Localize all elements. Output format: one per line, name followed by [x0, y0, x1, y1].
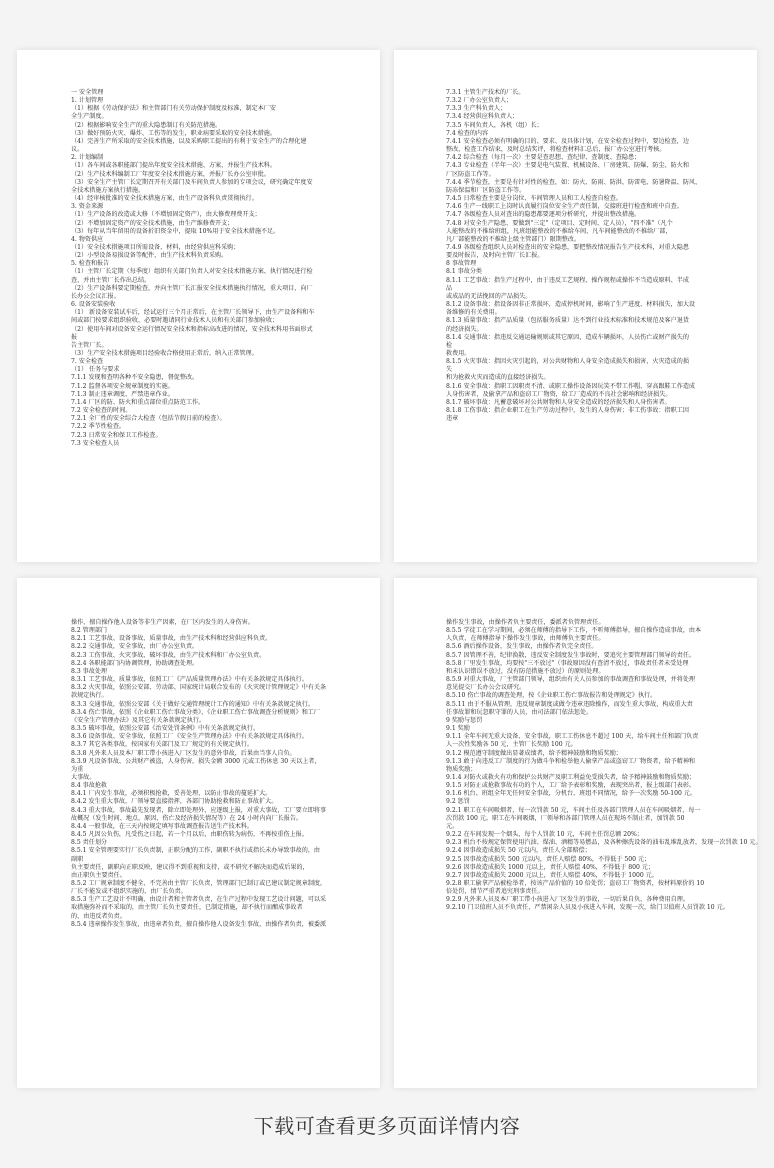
text-line: 或成品的无法挽回的产品损失。	[446, 292, 532, 300]
text-line: （4）完善生产所采取的安全技术措施，以及采购职工提出的有利于安全生产的合理化建	[71, 137, 307, 145]
text-line: 副职	[71, 855, 84, 863]
text-line: 8.4.4 一般事故，在三天内按规定填写事故调查报告送生产技术科。	[71, 822, 253, 830]
text-line: 取措施弥补而不采取的，由主管厂长负主要责任，已制定措施，却不执行而酿成事故者	[71, 904, 303, 912]
text-line: 8.3.8 凡外来人员及本厂职工带小孩进入厂区发生的意外事故，后果由当事人自负。	[71, 749, 296, 757]
text-line: 7.3.2 厂办公室负责人；	[446, 97, 513, 105]
text-line: （3）每年从当年留用的设备折旧资金中，提取 10%用于安全技术措施不足。	[71, 227, 280, 235]
text-line: 9.2.7 因事故造成损失 2000 元以上，责任人赔偿 40%，不得低于 1000 元。	[446, 871, 658, 879]
text-line: 厂长不能发或不组织实施的，由厂长负责。	[71, 888, 187, 896]
text-line: 7.3 安全检查人员	[71, 439, 120, 447]
text-line: （1）主管厂长定期（每季度）组织有关部门负责人对安全技术措施方案、执行情况进行检	[71, 268, 313, 276]
text-line: 一 安全管理	[71, 89, 104, 96]
text-line: 由正职负主要责任。	[71, 871, 126, 879]
text-line: 9.2.3 机台不按规定保管使用汽油、煤油、酒精等易燃品，及各种擦洗设备的油布乱堆乱放者，发现一次罚款 10 元。	[446, 839, 762, 847]
text-line: 2. 计划编制	[71, 154, 104, 162]
text-line: 7.2.2 季节性检查。	[71, 423, 126, 431]
text-line: 7.4.2 综合检查（每月一次）主要是查思想、查纪律、查制度、查隐患；	[446, 154, 641, 162]
text-line: 长办公会议汇报。	[71, 292, 120, 300]
text-line: 为重	[71, 765, 84, 773]
text-line: 7.1.1 发现和查明各种不安全隐患，督促整改。	[71, 374, 199, 382]
text-line: 8.2 管理部门	[71, 627, 108, 635]
text-line: （2）使用车间对设备安全运行情况安全技术和指标高改进的情况，安全技术科用书面形式	[71, 325, 313, 333]
text-line: 7.4.6 生产一线职工上岗时认真履行岗位安全生产责任制，交接班进行检查和班中自查。	[446, 203, 683, 211]
text-line: 间或部门按要求组织验收，必要时邀请同行业技术人员和有关部门参加验收；	[71, 317, 279, 325]
text-line: 8.5.2 工厂规章制度不健全，不完善由主管厂长负责，管理部门已制订或已建议制定规章制度，	[71, 880, 327, 887]
text-line: 8.5.11 由于不服从管理，违反规章制度或做令违章违除操作，而发生重大事故，构成重大责	[446, 700, 693, 708]
text-line: 7. 安全检查	[71, 358, 104, 366]
text-line: 8.4 事故抢救	[71, 782, 108, 790]
text-line: 7.2 安全检查的时间。	[71, 407, 132, 415]
text-line: （1） 新设备安装试车后，经试运行三个月正常后，在主管厂长领导下，由生产设备科和车	[71, 309, 315, 317]
text-line: 9.2.8 职工偷拿产品被检举者，按该产品价值的 10 倍处罚；盗窃工厂物资者，按材料原价的 10	[446, 880, 705, 887]
text-line: 违章	[446, 415, 459, 423]
text-line: （2）根据影响安全生产的重大隐患制订有关防范措施。	[71, 121, 222, 129]
text-line: 《安全生产管理办法》及其它有关条款规定执行。	[71, 716, 206, 724]
text-line: （1） 任务与要求	[71, 366, 120, 374]
text-line: 9.2.1 职工在车间吸烟者，每一次罚款 50 元，车间主任及各部门管理人员在车间吸烟者，每一	[446, 806, 701, 814]
text-line: （2）小型设备易损设备等配件，由生产技术科负责采购。	[71, 252, 228, 260]
text-line: 任事故罪和玩忽职守罪的人员，由司法部门依法惩处。	[446, 708, 593, 716]
text-line: 8.3.1 工艺事故、质量事故，依照工厂《产品质量管理办法》中有关条款规定具体执行。	[71, 676, 308, 684]
text-line: 人身伤害者，及偷拿产品和盗窃工厂物资，给工厂造成的不良社会影响和经济损失。	[446, 390, 672, 398]
text-line: 9.2.5 因事故造成损失 500 元以内，责任人赔偿 80%，不得低于 500 元；	[446, 855, 651, 863]
text-line: 检	[446, 341, 453, 349]
text-line: 8.3.7 其它各类事故，按国家有关部门及工厂规定的有关规定执行。	[71, 741, 253, 749]
text-line: 8.3.5 破坏事故，依照公安部《治安处罚条例》中有关条款规定执行。	[71, 725, 260, 733]
text-line: （1）根据《劳动保护法》和主管部门有关劳动保护制度及标准，制定本厂安	[71, 105, 276, 113]
text-line: 7.3.5 车间负责人，各机（组）长；	[446, 121, 543, 129]
text-line: 4. 物资供应	[71, 235, 104, 243]
text-line: 次罚款 100 元。职工在车间吸烟，厂领导和各部门管理人员在现场不制止者，加罚款 50	[446, 814, 685, 822]
text-line: 9.1.6 机台、班组全年无任何安全事故，分机台、班组不同情况，给予一次奖励 50-100 元。	[446, 790, 696, 798]
text-line: 告主管厂长。	[71, 341, 108, 349]
text-line: 议。	[71, 146, 84, 154]
text-line: 8.5.9 对重大事故，厂主管部门领导，组织由有关人员参加的事故调查和事故处理，并将处理	[446, 676, 696, 684]
text-line: 8.3.9 凡设备事故、公共财产被盗，人身伤害，损失金额 3000 元或工伤休息 30 天以上者，	[71, 757, 321, 765]
text-line: 8.1.7 破坏事故：凡蓄意破坏对公共财物和人身安全造成的经济损失和人身伤害者。	[446, 398, 671, 406]
text-line: 9.2.4 因事故造成损失 50 元以内，责任人全部赔偿；	[446, 847, 591, 855]
text-line: 7.1.4 厂区的防、防火和重点部位重点防范工作。	[71, 398, 205, 406]
text-line: 1. 计划管理	[71, 97, 104, 105]
text-line: 7.2.3 日常安全和保卫工作检查。	[71, 431, 162, 439]
text-line: （1）生产设备的改造或大修（不增加固定资产），由大修费理费开支；	[71, 211, 261, 219]
text-line: 8.1.5 火灾事故：指因火灾引起的，对公共财物和人身安全造成损失和损害，火灾造成的损	[446, 358, 689, 366]
text-line: 8.1.6 安全事故：指职工因职责不清、或职工操作设备因玩笑不带工作帽、穿高跟鞋工作造成	[446, 382, 696, 390]
download-more-caption[interactable]: 下载可查看更多页面详情内容	[253, 1114, 521, 1138]
document-page-1	[17, 50, 380, 562]
text-line: 人能整改的不推给班组，凡班组能整改的不推给车间，凡车间能整改的不推给厂部，	[446, 227, 672, 235]
text-line: 6. 设备安装验收	[71, 301, 116, 309]
text-line: 7.4.5 日常检查主要是分岗位、车间管理人员和工人检查自检查。	[446, 195, 622, 203]
document-page-4	[394, 578, 762, 1088]
text-line: 和未认识错误不放过，没有防范措施不放过）的原则处理。	[446, 667, 605, 675]
text-line: 的经济损失。	[446, 325, 483, 333]
text-line: 7.3.1 主管生产技术的厂长。	[446, 89, 525, 96]
text-line: 9.2.2 在车间发现一个烟头，每个人罚款 10 元，车间主任罚总额 20%；	[446, 831, 643, 839]
text-line: （3）安全生产主管厂长定期召开有关部门及车间负责人参加的专项会议，研究确定年度安	[71, 178, 313, 186]
text-line: 故概况（发生时间、地点、原因、伤亡及经济损失情况等）在 24 小时内向厂长报告。	[71, 814, 303, 822]
document-page-2	[394, 50, 757, 562]
text-line: 人一次性奖励各 50 元，主管厂长奖励 100 元。	[446, 741, 577, 749]
text-line: 7.4.3 专业检查（半年一次）主要是电气装置、机械设备、厂房建筑、防爆、防尘、防火和	[446, 162, 689, 170]
text-line: 8.1 事故分类	[446, 268, 483, 276]
text-line: 8.3.2 火灾事故，依照公安部、劳动部、国家统计局联合发布的《火灾统计管理规定》中有关条	[71, 684, 327, 692]
text-line: 8.3.6 设备事故、安全事故，依照工厂《安全生产管理办法》中有关条款规定具体执行。	[71, 733, 308, 741]
text-line: （3）生产安全技术措施项目经验收合格使用正常后，纳入正常管理。	[71, 350, 258, 357]
text-line: 大事故。	[71, 773, 96, 781]
text-line: 8.3.3 交通事故，依照公安部《关于做好交通管理统计工作的通知》中有关条款规定执行。	[71, 700, 314, 708]
text-line: 7.4.4 季节检查，主要是有针对性的检查，如：防火、防雨、防洪、防雷电、防暑降温、防风、	[446, 178, 702, 186]
text-line: （1）安全技术措施项目所需设备、材料，由经营供应科采购；	[71, 243, 240, 251]
text-line: 人负责，在师傅指导下操作发生事故，由师傅负主要责任。	[446, 635, 605, 643]
text-line: 意见提交厂长办公会议研究。	[446, 684, 526, 692]
text-line: 9.2 惩罚	[446, 798, 470, 806]
text-line: 8.4.3 重大事故，事故最先发现者，除立即处理外，应逐级上报，对重大事故，工厂要立即将事	[71, 806, 327, 814]
text-line: 防冻保温和厂区防盗工作等。	[446, 186, 526, 194]
text-line: 8.1.8 工伤事故：指企业职工在生产劳动过程中，发生的人身伤害；非工伤事故：指职工因	[446, 407, 689, 415]
text-line: 8.3.4 伤亡事故，依照《企业职工伤亡事故分类》，《企业职工伤亡事故调查分析规则》和工厂	[71, 708, 320, 716]
text-line: 品	[446, 284, 453, 292]
text-line: 8.5 责任划分	[71, 839, 108, 847]
text-line: 8 事故管理	[446, 260, 477, 268]
text-line: 8.5.10 伤亡事故的调查处理，按《企业职工伤亡事故报告和处理规定》执行。	[446, 692, 657, 700]
text-line: 8.1.4 交通事故：指违反交通运输规则或其它原因，造成车辆损坏，人员伤亡或财产损失的	[446, 333, 689, 341]
text-line: 全技术措施方案执行措施。	[71, 186, 145, 194]
text-line: 9.1.1 全年车间无重大设备、安全事故，职工工伤休息不超过 100 天，给车间主任和部门负责	[446, 733, 699, 741]
text-line: 7.4.7 各级检查人员对查出的隐患都要逐项分析研究，并提出整改措施。	[446, 211, 641, 219]
text-line: 9 奖励与惩罚	[446, 716, 483, 724]
text-line: 8.5.4 违章操作发生事故，由违章者负责，擅自操作他人设备发生事故，由操作者负责，被委派	[71, 920, 327, 928]
text-line: （2）生产技术科编制工厂年度安全技术措施方案，并报厂长办公室审批。	[71, 170, 270, 178]
text-line: 报	[71, 333, 78, 341]
text-line: 8.4.1 厂内发生事故，必须积极抢救，妥善处理，以防止事故的蔓延扩大。	[71, 790, 272, 798]
text-line: 3. 资金来源	[71, 203, 104, 211]
text-line: 的，由违反者负责。	[71, 912, 126, 920]
text-line: 7.1.3 制止违章调度、严禁违章作业。	[71, 390, 174, 398]
text-line: 操作，擅自操作他人设备等非生产因素，在厂区内发生的人身伤害。	[71, 619, 254, 626]
text-line: （4）经审核批准的安全技术措施方案，由生产设备科负责贯彻执行。	[71, 195, 258, 203]
text-line: 7.3.4 经营供应科负责人；	[446, 113, 519, 121]
text-line: 款规定执行。	[71, 692, 108, 700]
text-line: 8.1.3 质量事故：指产品质量（包括服务质量）达不到行业技术标准和技术规范及客户退货	[446, 317, 689, 325]
text-line: 9.1.4 对防火或救火有功和保护公共财产及职工利益免受损失者，给予精神鼓励和物质奖励；	[446, 773, 696, 781]
text-line: 7.2.1 全厂性的安全综合大检查（包括节假日前的检查）。	[71, 415, 226, 423]
text-line: 8.5.7 因管理不善，纪律涣散，违反安全制度发生事故时，要追究主要管理部门领导的责任。	[446, 651, 696, 659]
text-line: 整改，检查工作结束，及时总结奖评，将检查材料汇总后，报厂办公室进行考核。	[446, 146, 666, 154]
text-line: 9.2.9 凡外来人员及本厂职工带小孩进入厂区发生的事故，一切后果自负，各种费用自理。	[446, 896, 689, 904]
text-line: 和为抢救火灾而造成的直接经济损失。	[446, 374, 550, 382]
text-line: 9.2.10 门卫值班人员不负责任，严禁闲杂人员及小孩进入车间，发现一次，给门卫值班人员罚款 10 元。	[446, 904, 729, 912]
text-line: 7.4.9 各级检查组织人员对检查出的安全隐患，要把整改情况报告生产技术科，对重大隐患	[446, 243, 689, 251]
text-line: 9.1.2 模范遵守制度做出显著成绩者，给予精神鼓励和物质奖励；	[446, 749, 622, 757]
text-line: 8.4.2 发生重大事故，厂领导要直接指挥，各部门协助抢救和防止事故扩大。	[71, 798, 278, 806]
text-line: 失	[446, 366, 453, 374]
text-line: 8.1.2 设备事故：指设备因非正常损坏，造成停机时间，影响了生产进度、材料损失，加大设	[446, 301, 696, 309]
text-line: 8.5.1 安全管理要实行厂长负责制，正职分配的工作，副职不执行或指长未办导致事故的，由	[71, 847, 321, 855]
text-line: 8.2.1 工艺事故、设备事故、质量事故，由生产技术科和经营供应科负责。	[71, 635, 272, 643]
text-line: 7.4.8 对安全生产隐患，要做到"三定"（定项目、定时间、定人员），"四不准"（凡个	[446, 219, 673, 227]
text-line: 8.5.3 生产工艺设计不明确，由设计者和主管者负责，在生产过程中发现工艺设计问题，可以采	[71, 896, 327, 904]
text-line: 倍处罚，情节严重者追究刑事责任。	[446, 888, 544, 896]
text-line: 8.5.8 厂里发生事故，均要按"三不放过"（事故原因没有查清不放过，事故责任者未受处理	[446, 659, 689, 667]
text-line: （1）各车间或各职能部门提出年度安全技术措施、方案，并报生产技术科。	[71, 162, 276, 170]
text-line: 救费用。	[446, 350, 471, 357]
text-line: 8.4.5 凡因公负伤，凡受伤之日起，若一个月以后，由职伤转为病伤，不再按重伤上报。	[71, 831, 308, 839]
text-line: 7.1.2 监督各项安全规章制度的实施。	[71, 382, 174, 390]
text-line: 7.3.3 生产科负责人；	[446, 105, 507, 113]
text-line: 7.4.1 安全检查必须有明确的目的、要求、及具体计划，在安全检查过程中，要边检查，边	[446, 137, 689, 145]
text-line: 操作发生事故，由操作者负主要责任，委派者负管理责任。	[446, 619, 605, 626]
text-line: 全生产制度。	[71, 113, 108, 121]
text-line: 9.2.6 因事故造成损失 1000 元以上，责任人赔偿 40%，不得低于 800 元；	[446, 863, 654, 871]
text-line: 查，并由主管厂长作出总结。	[71, 276, 151, 284]
text-line: 8.2.4 各职能部门内协调管理，协助调查处理。	[71, 659, 199, 667]
text-line: 元。	[446, 822, 459, 830]
text-line: 8.2.3 工伤事故、火灾事故、破坏事故，由生产技术科和厂办公室负责。	[71, 651, 266, 659]
text-line: 8.2.2 交通事故，安全事故，由厂办公室负责。	[71, 643, 199, 651]
text-line: 8.3 事故处理	[71, 667, 108, 675]
text-line: 8.5.5 学徒工在学习期间，必须在师傅的指导下工作，不听师傅指导，擅自操作造成事故，由本	[446, 627, 702, 635]
text-line: 9.1 奖励	[446, 725, 470, 733]
text-line: 9.1.3 敢于向违反工厂制度的行为做斗争和检举他人偷拿产品或盗窃工厂物资者，给予精神和	[446, 757, 696, 765]
text-line: 负主要责任，副职向正职反映，建议得不到重视和支持，或不研究不解决而造成后果的，	[71, 863, 309, 871]
text-line: 物质奖励；	[446, 765, 477, 773]
text-line: 7.4 检查的内容	[446, 129, 489, 137]
text-line: 8.5.6 酒后操作设备，发生事故，由操作者负完全责任。	[446, 643, 598, 651]
text-line: 备维修的有关费用。	[446, 309, 501, 317]
text-line: （2）不增加固定资产的安全技术措施，由生产维修费开支；	[71, 219, 234, 227]
text-line: 凡厂部能整改的不推给上级主管部门）限期整改。	[446, 235, 581, 243]
text-line: 9.1.5 对防止或抢救事故有功的个人，工厂给予表彰和奖励，表现突出者，报上级部门表彰。	[446, 782, 696, 790]
text-line: （2）生产设备科要定期检查，并向主管厂长汇报安全技术措施执行情况，重大项目，向厂	[71, 284, 313, 292]
document-page-3	[17, 578, 380, 1088]
text-line: 要及时报告，及时向主管厂长汇报。	[446, 252, 544, 260]
text-line: （3）做好预防火灾、爆炸、工伤等的发生，职业病要采取的安全技术措施。	[71, 129, 276, 137]
text-line: 厂区防盗工作等。	[446, 170, 495, 178]
text-line: 8.1.1 工艺事故：指生产过程中，由于违反工艺规程、操作规程或操作不当造成原料、半成	[446, 276, 689, 284]
text-line: 5. 检查和报告	[71, 260, 110, 268]
